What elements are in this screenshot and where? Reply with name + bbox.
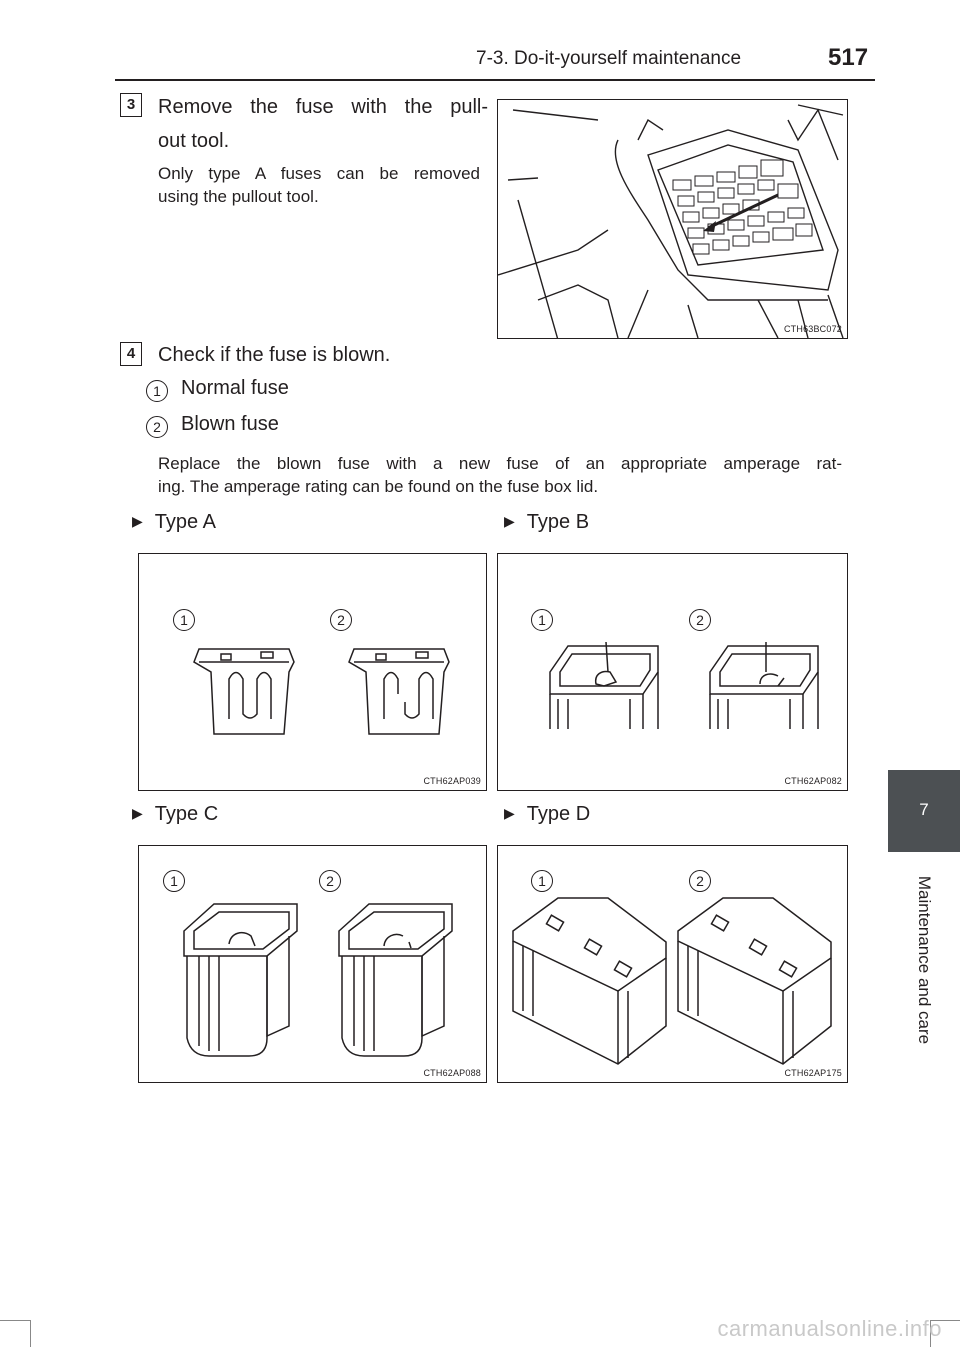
normal-fuse-label: Normal fuse bbox=[181, 377, 289, 399]
triangle-right-icon: ▶ bbox=[504, 513, 515, 529]
figure-code: CTH62AP088 bbox=[423, 1068, 481, 1078]
step-4-badge: 4 bbox=[120, 342, 142, 366]
step-3-badge: 3 bbox=[120, 93, 142, 117]
type-c-fuse-illustration bbox=[139, 846, 486, 1082]
type-a-figure bbox=[138, 553, 487, 791]
callout-1: 1 bbox=[531, 609, 553, 631]
type-b-fuse-illustration bbox=[498, 554, 847, 790]
crop-mark bbox=[30, 1320, 31, 1347]
triangle-right-icon: ▶ bbox=[504, 805, 515, 821]
type-d-figure bbox=[497, 845, 848, 1083]
callout-1: 1 bbox=[531, 870, 553, 892]
callout-2: 2 bbox=[146, 416, 168, 438]
callout-2: 2 bbox=[330, 609, 352, 631]
callout-2: 2 bbox=[689, 609, 711, 631]
type-a-label: ▶ Type A bbox=[132, 511, 216, 533]
type-a-fuse-illustration bbox=[139, 554, 486, 790]
step-4-note-line2: ing. The amperage rating can be found on the fuse box lid. bbox=[158, 477, 599, 496]
callout-2: 2 bbox=[689, 870, 711, 892]
callout-1: 1 bbox=[173, 609, 195, 631]
step-3-line1: Remove the fuse with the pull- bbox=[158, 96, 488, 118]
fuse-box-figure bbox=[497, 99, 848, 339]
step-3-note-line1: Only type A fuses can be removed bbox=[158, 164, 480, 183]
step-3-line2: out tool. bbox=[158, 130, 230, 152]
type-c-label: ▶ Type C bbox=[132, 803, 219, 825]
step-4-note-line1: Replace the blown fuse with a new fuse of an appropriate amperage rat- bbox=[158, 454, 842, 473]
watermark[interactable]: carmanualsonline.info bbox=[717, 1316, 942, 1341]
header-rule bbox=[115, 79, 875, 81]
type-d-label: ▶ Type D bbox=[504, 803, 591, 825]
crop-mark bbox=[0, 1320, 30, 1321]
chapter-tab[interactable] bbox=[888, 770, 960, 850]
figure-code: CTH62AP082 bbox=[784, 776, 842, 786]
step-4-text: Check if the fuse is blown. bbox=[158, 344, 391, 366]
section-title: 7-3. Do-it-yourself maintenance bbox=[476, 48, 742, 69]
callout-1: 1 bbox=[163, 870, 185, 892]
blown-fuse-label: Blown fuse bbox=[181, 413, 279, 435]
fuse-box-illustration bbox=[498, 100, 847, 338]
type-c-figure bbox=[138, 845, 487, 1083]
chapter-title: Maintenance and care bbox=[915, 875, 934, 1045]
chapter-number: 7 bbox=[919, 800, 929, 819]
callout-2: 2 bbox=[319, 870, 341, 892]
step-3-note-line2: using the pullout tool. bbox=[158, 187, 319, 206]
figure-code: CTH62AP175 bbox=[784, 1068, 842, 1078]
callout-1: 1 bbox=[146, 380, 168, 402]
figure-code: CTH62AP039 bbox=[423, 776, 481, 786]
type-d-fuse-illustration bbox=[498, 846, 847, 1082]
triangle-right-icon: ▶ bbox=[132, 805, 143, 821]
side-rule bbox=[888, 850, 960, 852]
page-number: 517 bbox=[828, 44, 869, 71]
figure-code: CTH63BC072 bbox=[783, 324, 842, 334]
type-b-figure bbox=[497, 553, 848, 791]
triangle-right-icon: ▶ bbox=[132, 513, 143, 529]
type-b-label: ▶ Type B bbox=[504, 511, 590, 533]
